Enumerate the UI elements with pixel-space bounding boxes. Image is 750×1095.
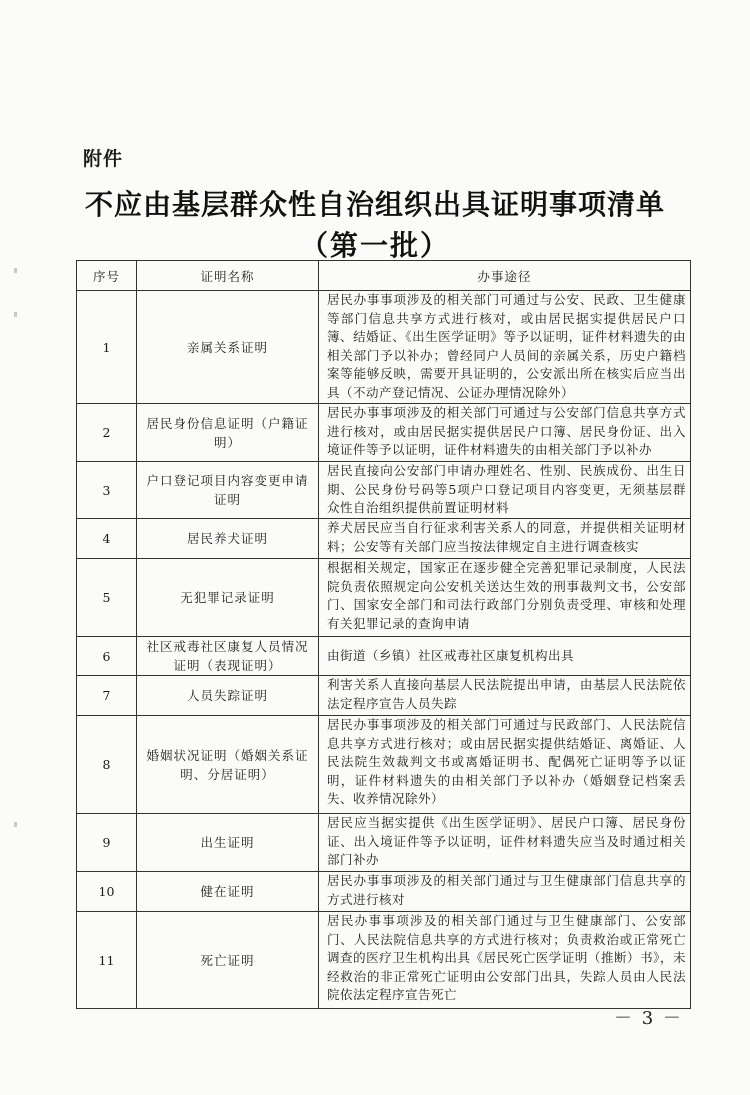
handling-method: 利害关系人直接向基层人民法院提出申请，由基层人民法院依法定程序宣告人员失踪 — [319, 676, 691, 716]
table-row — [77, 716, 691, 814]
certificate-name: 婚姻状况证明（婚姻关系证明、分居证明） — [137, 716, 319, 814]
row-number: 4 — [77, 519, 137, 559]
row-number: 7 — [77, 676, 137, 716]
certificate-name: 居民养犬证明 — [137, 519, 319, 559]
table-row — [77, 462, 691, 519]
page-number: － 3 － — [614, 1008, 683, 1029]
table-row — [77, 404, 691, 462]
column-header-name: 证明名称 — [137, 261, 319, 291]
certificate-name: 人员失踪证明 — [137, 676, 319, 716]
handling-method: 居民办事事项涉及的相关部门可通过与民政部门、人民法院信息共享方式进行核对；或由居民据实提供结婚证、离婚证、人民法院生效裁判文书或离婚证明书、配偶死亡证明等予以证明，证件材料遗失的由相关部门予以补办（婚姻登记档案丢失、收养情况除外） — [319, 716, 691, 814]
handling-method: 居民办事事项涉及的相关部门可通过与公安、民政、卫生健康等部门信息共享方式进行核对，或由居民据实提供居民户口簿、结婚证、《出生医学证明》等予以证明，证件材料遗失的由相关部门予以补办；曾经同户人员间的亲属关系，历史户籍档案等能够反映，需要开具证明的，公安派出所在核实后应当出具（不动产登记情况、公证办理情况除外） — [319, 291, 691, 404]
row-number: 5 — [77, 559, 137, 637]
handling-method: 居民应当据实提供《出生医学证明》、居民户口簿、居民身份证、出入境证件等予以证明，证件材料遗失应当及时通过相关部门补办 — [319, 814, 691, 872]
row-number: 8 — [77, 716, 137, 814]
items-table — [76, 260, 691, 1009]
scan-edge-mark — [14, 268, 17, 273]
column-header-number: 序号 — [77, 261, 137, 291]
certificate-name: 户口登记项目内容变更申请证明 — [137, 462, 319, 519]
handling-method: 居民办事事项涉及的相关部门通过与卫生健康部门信息共享的方式进行核对 — [319, 872, 691, 912]
handling-method: 居民直接向公安部门申请办理姓名、性别、民族成份、出生日期、公民身份号码等5项户口登记项目内容变更，无须基层群众性自治组织提供前置证明材料 — [319, 462, 691, 519]
column-header-way: 办事途径 — [319, 261, 691, 291]
certificate-name: 居民身份信息证明（户籍证明） — [137, 404, 319, 462]
table-row — [77, 519, 691, 559]
document-subtitle: （第一批） — [299, 229, 450, 262]
table-row — [77, 637, 691, 676]
document-title: 不应由基层群众性自治组织出具证明事项清单 — [84, 188, 665, 221]
attachment-label: 附件 — [83, 148, 124, 170]
certificate-name: 出生证明 — [137, 814, 319, 872]
certificate-name: 死亡证明 — [137, 912, 319, 1009]
certificate-name: 亲属关系证明 — [137, 291, 319, 404]
handling-method: 居民办事事项涉及的相关部门通过与卫生健康部门、公安部门、人民法院信息共享的方式进行核对；负责救治或正常死亡调查的医疗卫生机构出具《居民死亡医学证明（推断）书》，未经救治的非正常死亡证明由公安部门出具，失踪人员由人民法院依法定程序宣告死亡 — [319, 912, 691, 1009]
table-row — [77, 814, 691, 872]
table-row — [77, 559, 691, 637]
scan-edge-mark — [14, 312, 17, 317]
table-header-row — [77, 261, 691, 291]
row-number: 11 — [77, 912, 137, 1009]
row-number: 2 — [77, 404, 137, 462]
handling-method: 根据相关规定，国家正在逐步健全完善犯罪记录制度，人民法院负责依照规定向公安机关送达生效的刑事裁判文书，公安部门、国家安全部门和司法行政部门分别负责受理、审核和处理有关犯罪记录的查询申请 — [319, 559, 691, 637]
row-number: 10 — [77, 872, 137, 912]
table-row — [77, 872, 691, 912]
row-number: 1 — [77, 291, 137, 404]
handling-method: 养犬居民应当自行征求利害关系人的同意，并提供相关证明材料；公安等有关部门应当按法律规定自主进行调查核实 — [319, 519, 691, 559]
certificate-name: 无犯罪记录证明 — [137, 559, 319, 637]
handling-method: 由街道（乡镇）社区戒毒社区康复机构出具 — [319, 637, 691, 676]
handling-method: 居民办事事项涉及的相关部门可通过与公安部门信息共享方式进行核对，或由居民据实提供居民户口簿、居民身份证、出入境证件等予以证明，证件材料遗失的由相关部门予以补办 — [319, 404, 691, 462]
table-row — [77, 676, 691, 716]
scan-edge-mark — [14, 822, 17, 827]
certificate-name: 社区戒毒社区康复人员情况证明（表现证明） — [137, 637, 319, 676]
row-number: 9 — [77, 814, 137, 872]
table-row — [77, 291, 691, 404]
certificate-name: 健在证明 — [137, 872, 319, 912]
row-number: 6 — [77, 637, 137, 676]
table-row — [77, 912, 691, 1009]
row-number: 3 — [77, 462, 137, 519]
